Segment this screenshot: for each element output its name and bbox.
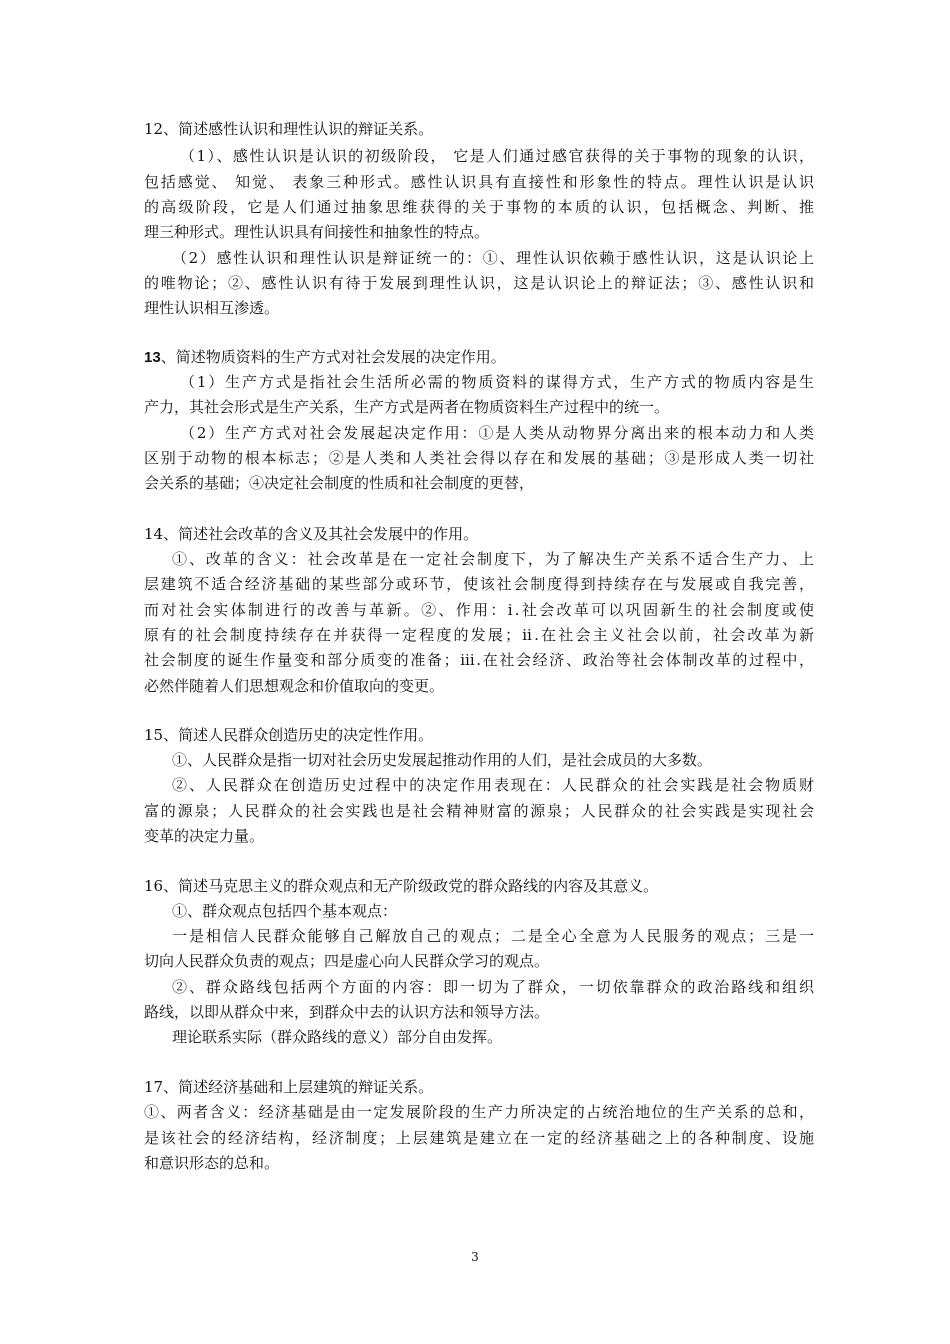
section-15-line: 变革的决定力量。	[144, 827, 265, 845]
section-17-line: ①、两者含义：经济基础是由一定发展阶段的生产力所决定的占统治地位的生产关系的总和，	[144, 1103, 814, 1121]
section-13-heading-text: 、简述物质资料的生产方式对社会发展的决定作用。	[160, 348, 506, 366]
section-14-line: 原有的社会制度持续存在并获得一定程度的发展；ⅱ.在社会主义社会以前，社会改革为新	[144, 626, 814, 644]
section-14-line: ①、改革的含义：社会改革是在一定社会制度下，为了解决生产关系不适合生产力、上	[172, 550, 814, 568]
section-15-line: 富的源泉；人民群众的社会实践也是社会精神财富的源泉；人民群众的社会实践是实现社会	[144, 802, 814, 820]
section-12-line: 理性认识相互渗透。	[144, 299, 280, 317]
section-16-line: ①、群众观点包括四个基本观点：	[172, 902, 398, 920]
section-14-heading: 14、简述社会改革的含义及其社会发展中的作用。	[144, 525, 479, 543]
section-17-heading: 17、简述经济基础和上层建筑的辩证关系。	[144, 1078, 434, 1096]
section-13-heading-number: 13	[144, 349, 161, 366]
section-13-line: 区别于动物的根本标志；②是人类和人类社会得以存在和发展的基础；③是形成人类一切社	[144, 449, 814, 467]
section-13-line: （2）生产方式对社会发展起决定作用：①是人类从动物界分离出来的根本动力和人类	[180, 424, 814, 442]
section-16-line: 路线，以即从群众中来，到群众中去的认识方法和领导方法。	[144, 1003, 550, 1021]
section-12-heading: 12、简述感性认识和理性认识的辩证关系。	[144, 120, 434, 138]
section-15-heading: 15、简述人民群众创造历史的决定性作用。	[144, 726, 434, 744]
section-16-line: 切向人民群众负责的观点；四是虚心向人民群众学习的观点。	[144, 952, 550, 970]
page-number: 3	[471, 1250, 479, 1264]
section-14-line: 必然伴随着人们思想观念和价值取向的变更。	[144, 677, 445, 695]
section-13-line: （1）生产方式是指社会生活所必需的物质资料的谋得方式，生产方式的物质内容是生	[180, 373, 814, 391]
section-12-line: 的高级阶段，它是人们通过抽象思维获得的关于事物的本质的认识，包括概念、判断、推	[144, 198, 814, 216]
section-13-line: 产力，其社会形式是生产关系，生产方式是两者在物质资料生产过程中的统一。	[144, 398, 670, 416]
section-12-line: （1）、感性认识是认识的初级阶段， 它是人们通过感官获得的关于事物的现象的认识，	[180, 147, 814, 165]
section-15-line: ②、人民群众在创造历史过程中的决定作用表现在：人民群众的社会实践是社会物质财	[172, 776, 814, 794]
section-16-line: 理论联系实际（群众路线的意义）部分自由发挥。	[172, 1028, 503, 1046]
section-12-line: 包括感觉、 知觉、 表象三种形式。感性认识具有直接性和形象性的特点。理性认识是认识	[144, 173, 814, 191]
section-13-line: 会关系的基础；④决定社会制度的性质和社会制度的更替，	[144, 474, 535, 492]
section-14-line: 层建筑不适合经济基础的某些部分或环节，使该社会制度得到持续存在与发展或自我完善，	[144, 575, 814, 593]
section-15-line: ①、人民群众是指一切对社会历史发展起推动作用的人们，是社会成员的大多数。	[172, 751, 713, 769]
section-12-line: （2）感性认识和理性认识是辩证统一的：①、理性认识依赖于感性认识，这是认识论上	[172, 249, 814, 267]
section-13-heading	[144, 347, 814, 368]
section-16-heading: 16、简述马克思主义的群众观点和无产阶级政党的群众路线的内容及其意义。	[144, 877, 659, 895]
section-17-line: 和意识形态的总和。	[144, 1154, 280, 1172]
section-16-line: ②、群众路线包括两个方面的内容：即一切为了群众，一切依靠群众的政治路线和组织	[172, 978, 814, 996]
section-17-line: 是该社会的经济结构，经济制度；上层建筑是建立在一定的经济基础之上的各种制度、设施	[144, 1129, 814, 1147]
section-16-line: 一是相信人民群众能够自己解放自己的观点；二是全心全意为人民服务的观点；三是一	[172, 927, 814, 945]
section-12-line: 的唯物论；②、感性认识有待于发展到理性认识，这是认识论上的辩证法；③、感性认识和	[144, 274, 814, 292]
section-14-line: 而对社会实体制进行的改善与革新。②、作用：ⅰ.社会改革可以巩固新生的社会制度或使	[144, 601, 814, 619]
section-14-line: 社会制度的诞生作量变和部分质变的准备；ⅲ.在社会经济、政治等社会体制改革的过程中，	[144, 651, 814, 669]
section-12-line: 理三种形式。理性认识具有间接性和抽象性的特点。	[144, 223, 490, 241]
